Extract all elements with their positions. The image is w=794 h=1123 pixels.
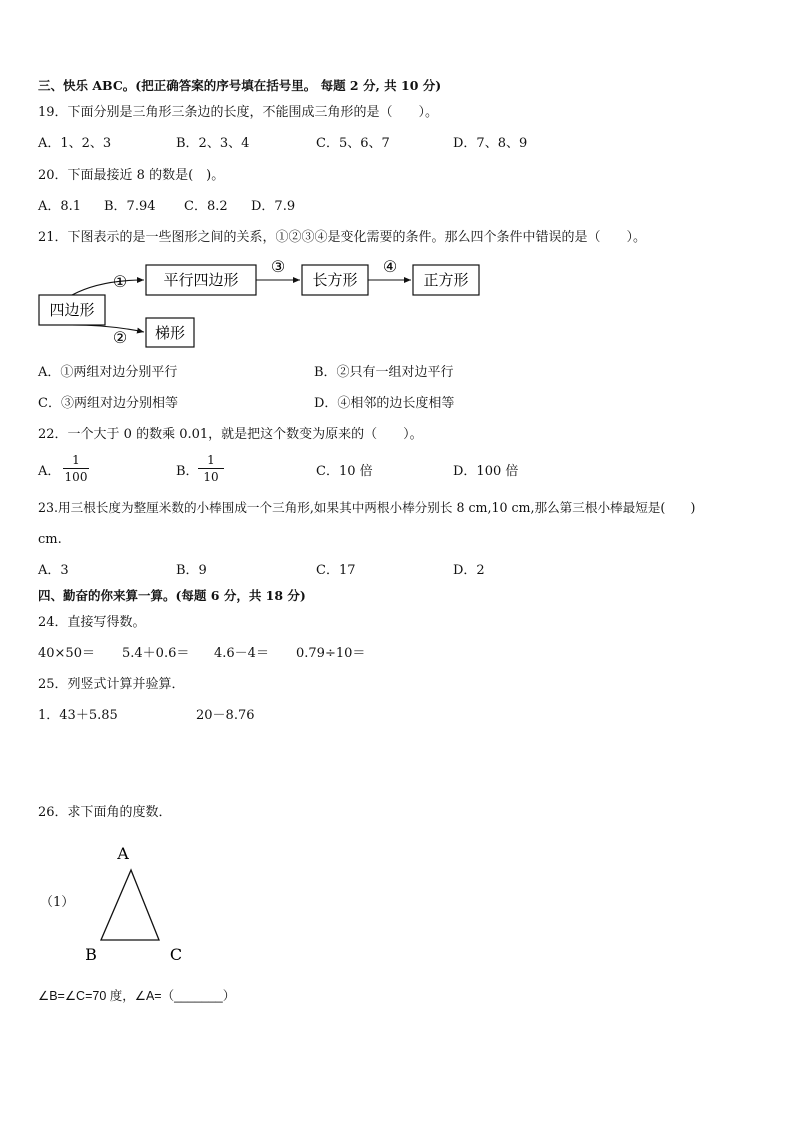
question-21-stem: 21．下图表示的是一些图形之间的关系，①②③④是变化需要的条件。那么四个条件中错误的是（ ）。 bbox=[38, 230, 647, 245]
question-26-stem: 26．求下面角的度数． bbox=[38, 805, 172, 820]
q21-option-a: A．①两组对边分别平行 bbox=[38, 365, 178, 380]
q23-option-b: B．9 bbox=[176, 563, 207, 578]
question-19-stem: 19．下面分别是三角形三条边的长度，不能围成三角形的是（ ）。 bbox=[38, 105, 439, 120]
q23-option-d: D．2 bbox=[453, 563, 485, 578]
q19-option-d: D．7、8、9 bbox=[453, 136, 528, 151]
q20-option-d: D．7.9 bbox=[251, 199, 296, 214]
question-23-stem: 23.用三根长度为整厘米数的小棒围成一个三角形,如果其中两根小棒分别长 8 cm,10 cm,那么第三根小棒最短是( ) bbox=[38, 500, 696, 515]
q20-option-c: C．8.2 bbox=[184, 199, 228, 214]
section-4-title: 四、勤奋的你来算一算。(每题 6 分，共 18 分) bbox=[38, 588, 306, 603]
question-22-stem: 22．一个大于 0 的数乘 0.01，就是把这个数变为原来的（ ）。 bbox=[38, 427, 423, 442]
condition-1-label: ① bbox=[112, 272, 128, 291]
q22-option-a-label: A． bbox=[38, 464, 61, 479]
vertex-b-label: B bbox=[85, 945, 97, 964]
vertex-c-label: C bbox=[169, 945, 183, 964]
rectangle-label: 长方形 bbox=[312, 271, 358, 289]
q22-option-a-numerator: 1 bbox=[63, 453, 89, 469]
vertex-a-label: A bbox=[117, 844, 129, 863]
q22-option-a-fraction bbox=[63, 453, 89, 484]
condition-2-label: ② bbox=[112, 328, 128, 347]
q24-item-2: 5.4＋0.6＝ bbox=[122, 646, 190, 661]
q24-item-3: 4.6－4＝ bbox=[214, 646, 269, 661]
section-3-title: 三、快乐 ABC。(把正确答案的序号填在括号里。 每题 2 分, 共 10 分) bbox=[38, 78, 442, 93]
quadrilateral-label: 四边形 bbox=[49, 301, 95, 319]
q22-option-b-denominator: 10 bbox=[203, 470, 219, 484]
q22-option-b-fraction bbox=[198, 453, 224, 484]
q19-option-a: A．1、2、3 bbox=[38, 136, 112, 151]
arrow-1 bbox=[72, 280, 144, 295]
condition-4-label: ④ bbox=[382, 257, 398, 276]
question-20-stem: 20．下面最接近 8 的数是( )。 bbox=[38, 168, 225, 183]
q26-answer-line: ∠B=∠C=70 度，∠A=（_______） bbox=[38, 989, 236, 1003]
q21-option-c: C．③两组对边分别相等 bbox=[38, 396, 178, 411]
q22-option-b-numerator: 1 bbox=[198, 453, 224, 469]
question-24-stem: 24．直接写得数。 bbox=[38, 615, 146, 630]
q22-option-a-denominator: 100 bbox=[64, 470, 88, 484]
triangle-figure bbox=[70, 835, 200, 970]
q22-option-b-label: B． bbox=[176, 464, 199, 479]
q24-item-4: 0.79÷10＝ bbox=[296, 646, 366, 661]
parallelogram-label: 平行四边形 bbox=[163, 271, 239, 289]
q20-option-a: A．8.1 bbox=[38, 199, 82, 214]
trapezoid-label: 梯形 bbox=[154, 324, 186, 342]
shape-relation-diagram bbox=[0, 0, 794, 360]
q22-option-c: C．10 倍 bbox=[316, 464, 373, 479]
q22-option-d: D．100 倍 bbox=[453, 464, 519, 479]
q19-option-b: B．2、3、4 bbox=[176, 136, 250, 151]
q23-option-a: A．3 bbox=[38, 563, 69, 578]
square-label: 正方形 bbox=[423, 271, 469, 289]
q21-option-d: D．④相邻的边长度相等 bbox=[314, 396, 455, 411]
question-25-stem: 25．列竖式计算并验算． bbox=[38, 677, 185, 692]
q23-option-c: C．17 bbox=[316, 563, 356, 578]
condition-3-label: ③ bbox=[270, 257, 286, 276]
q24-item-1: 40×50＝ bbox=[38, 646, 95, 661]
q20-option-b: B．7.94 bbox=[104, 199, 156, 214]
q25-item-2: 20－8.76 bbox=[196, 708, 255, 723]
triangle-abc bbox=[101, 870, 159, 940]
q21-option-b: B．②只有一组对边平行 bbox=[314, 365, 454, 380]
q19-option-c: C．5、6、7 bbox=[316, 136, 390, 151]
q26-part-1-label: （1） bbox=[40, 895, 75, 910]
question-23-stem-continued: cm. bbox=[38, 532, 62, 547]
q25-item-1: 1．43＋5.85 bbox=[38, 708, 118, 723]
arrow-2 bbox=[72, 325, 144, 332]
